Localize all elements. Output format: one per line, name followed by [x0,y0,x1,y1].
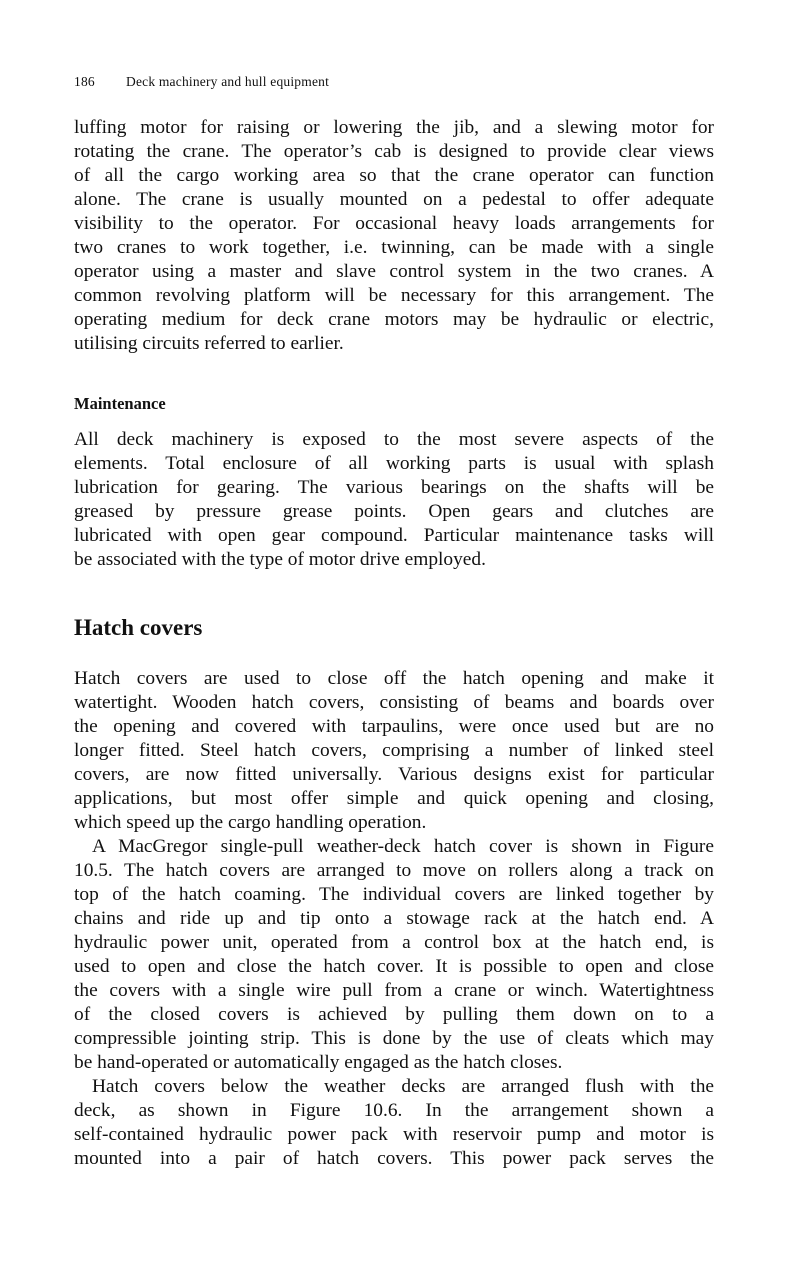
hatch-covers-heading: Hatch covers [74,615,203,640]
text-line: used to open and close the hatch cover. It is possible to open and close [74,956,714,977]
text-line: Hatch covers below the weather decks are arranged flush with the [92,1076,714,1097]
text-line: visibility to the operator. For occasional heavy loads arrangements for [74,213,714,234]
text-line: All deck machinery is exposed to the most severe aspects of the [74,429,714,450]
text-line: lubrication for gearing. The various bearings on the shafts will be [74,477,714,498]
paragraph-macgregor [74,835,714,1075]
running-head [74,74,329,90]
text-line: compressible jointing strip. This is done by the use of cleats which may [74,1028,714,1049]
text-line: hydraulic power unit, operated from a control box at the hatch end, is [74,932,714,953]
text-line: be associated with the type of motor drive employed. [74,549,486,570]
text-line: elements. Total enclosure of all working parts is usual with splash [74,453,714,474]
text-line: top of the hatch coaming. The individual covers are linked together by [74,884,714,905]
text-line: luffing motor for raising or lowering the jib, and a slewing motor for [74,117,714,138]
text-line: applications, but most offer simple and quick opening and closing, [74,788,714,809]
text-line: utilising circuits referred to earlier. [74,333,344,354]
text-line: of all the cargo working area so that the crane operator can function [74,165,714,186]
text-line: self-contained hydraulic power pack with reservoir pump and motor is [74,1124,714,1145]
text-line: greased by pressure grease points. Open gears and clutches are [74,501,714,522]
text-line: covers, are now fitted universally. Various designs exist for particular [74,764,714,785]
paragraph-maintenance [74,428,714,572]
running-head-title: Deck machinery and hull equipment [126,74,330,89]
text-line: longer fitted. Steel hatch covers, comprising a number of linked steel [74,740,714,761]
text-line: alone. The crane is usually mounted on a pedestal to offer adequate [74,189,714,210]
paragraph-hatch-intro [74,667,714,835]
text-line: 10.5. The hatch covers are arranged to move on rollers along a track on [74,860,714,881]
paragraph-below-deck [74,1075,714,1171]
text-line: two cranes to work together, i.e. twinning, can be made with a single [74,237,714,258]
text-line: the covers with a single wire pull from a crane or winch. Watertightness [74,980,714,1001]
text-line: be hand-operated or automatically engaged as the hatch closes. [74,1052,563,1073]
text-line: operating medium for deck crane motors may be hydraulic or electric, [74,309,714,330]
paragraph-cranes [74,116,714,356]
text-line: chains and ride up and tip onto a stowage rack at the hatch end. A [74,908,714,929]
text-line: the opening and covered with tarpaulins, were once used but are no [74,716,714,737]
text-line: rotating the crane. The operator’s cab is designed to provide clear views [74,141,714,162]
text-line: operator using a master and slave control system in the two cranes. A [74,261,714,282]
text-line: deck, as shown in Figure 10.6. In the arrangement shown a [74,1100,714,1121]
text-line: Hatch covers are used to close off the hatch opening and make it [74,668,714,689]
page-number: 186 [74,74,95,89]
text-line: which speed up the cargo handling operation. [74,812,427,833]
text-line: common revolving platform will be necessary for this arrangement. The [74,285,714,306]
text-line: lubricated with open gear compound. Particular maintenance tasks will [74,525,714,546]
maintenance-heading: Maintenance [74,394,166,413]
text-line: of the closed covers is achieved by pulling them down on to a [74,1004,714,1025]
text-line: A MacGregor single-pull weather-deck hatch cover is shown in Figure [92,836,714,857]
text-line: watertight. Wooden hatch covers, consisting of beams and boards over [74,692,714,713]
text-line: mounted into a pair of hatch covers. This power pack serves the [74,1148,714,1169]
